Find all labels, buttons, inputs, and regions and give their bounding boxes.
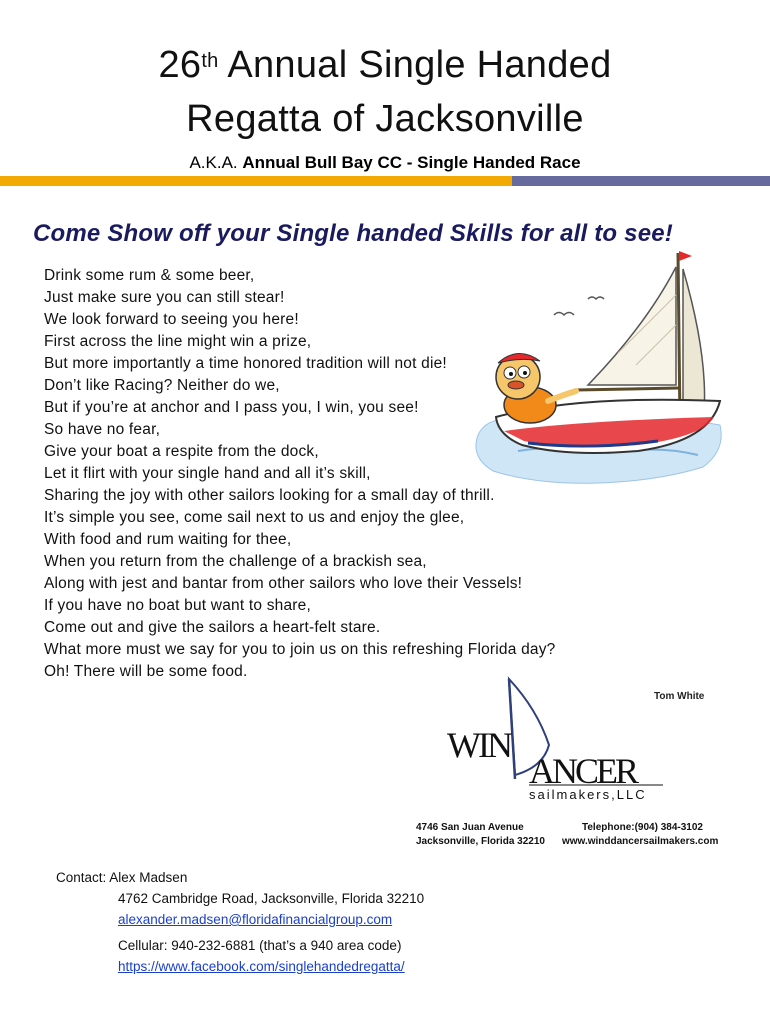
poem-line: With food and rum waiting for thee, (44, 531, 292, 548)
contact-cell: Cellular: 940-232-6881 (that’s a 940 area code) (118, 938, 402, 953)
logo-word-2: ANCER (529, 751, 637, 791)
email-link[interactable]: alexander.madsen@floridafinancialgroup.com (118, 912, 393, 927)
contact-email-row (56, 909, 424, 930)
aka-subtitle (0, 153, 770, 173)
poem-line: But if you’re at anchor and I pass you, I win, you see! (44, 399, 419, 416)
sponsor-phone: Telephone:(904) 384-3102 (582, 822, 703, 833)
sponsor-website: www.winddancersailmakers.com (562, 836, 719, 847)
poem-line: Just make sure you can still stear! (44, 289, 285, 306)
poem-line: Give your boat a respite from the dock, (44, 443, 319, 460)
title-number: 26 (158, 44, 202, 86)
contact-name: Contact: Alex Madsen (56, 870, 188, 885)
signature: Tom White (654, 691, 705, 702)
sponsor-street: 4746 San Juan Avenue (416, 822, 524, 833)
poem-line: When you return from the challenge of a brackish sea, (44, 553, 427, 570)
poem-line: It’s simple you see, come sail next to us and enjoy the glee, (44, 509, 465, 526)
title-line-2: Regatta of Jacksonville (186, 98, 584, 140)
headline: Come Show off your Single handed Skills for all to see! (33, 220, 673, 247)
poem-line: Don’t like Racing? Neither do we, (44, 377, 280, 394)
poem-line: Along with jest and bantar from other sailors who love their Vessels! (44, 575, 523, 592)
logo-word-1: WIN (447, 725, 510, 765)
contact-facebook-row (56, 956, 424, 977)
divider-bar-orange (0, 176, 512, 186)
poem-line: First across the line might win a prize, (44, 333, 312, 350)
poem-line: So have no fear, (44, 421, 161, 438)
sponsor-address (416, 821, 545, 849)
poem-line: We look forward to seeing you here! (44, 311, 299, 328)
aka-prefix: A.K.A. (189, 153, 238, 172)
sponsor-city: Jacksonville, Florida 32210 (416, 836, 545, 847)
title-line-1-text: Annual Single Handed (218, 44, 612, 86)
poem-line: Let it flirt with your single hand and all it’s skill, (44, 465, 371, 482)
sponsor-contact (562, 821, 718, 849)
poem-line: But more importantly a time honored tradition will not die! (44, 355, 447, 372)
poem-line: Drink some rum & some beer, (44, 267, 255, 284)
facebook-link[interactable]: https://www.facebook.com/singlehandedregatta/ (118, 959, 405, 974)
poem-line: If you have no boat but want to share, (44, 597, 311, 614)
logo-subtitle: sailmakers,LLC (529, 787, 647, 802)
poem-line: Oh! There will be some food. (44, 663, 248, 680)
poem (44, 265, 555, 683)
contact-block (56, 867, 424, 977)
divider-bar-slate (512, 176, 770, 186)
contact-address: 4762 Cambridge Road, Jacksonville, Florida 32210 (118, 891, 425, 906)
poem-line: Sharing the joy with other sailors looking for a small day of thrill. (44, 487, 495, 504)
aka-name: Annual Bull Bay CC - Single Handed Race (242, 153, 581, 172)
title-line-1 (0, 42, 770, 88)
poem-line: What more must we say for you to join us on this refreshing Florida day? (44, 641, 556, 658)
title-superscript: th (201, 50, 219, 72)
poem-line: Come out and give the sailors a heart-felt stare. (44, 619, 381, 636)
